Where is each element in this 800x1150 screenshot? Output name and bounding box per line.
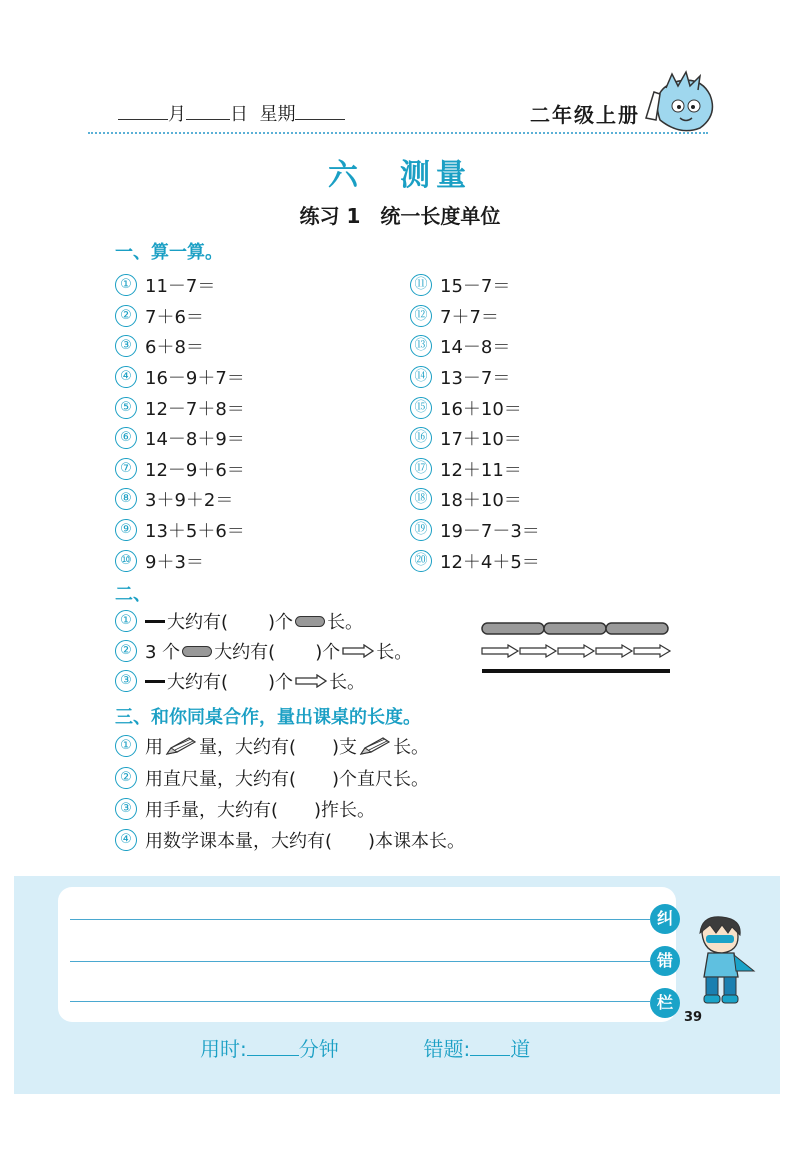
q-text: 大约有( [167, 672, 229, 693]
writing-line[interactable] [70, 961, 650, 962]
section3-heading: 三、和你同桌合作，量出课桌的长度。 [115, 707, 421, 728]
date-line [118, 100, 345, 126]
question-number: ⑧ [115, 488, 137, 510]
arrow-icon [295, 674, 327, 688]
q-text: 长。 [376, 642, 413, 663]
question-number: ⑬ [410, 335, 432, 357]
exercise-column-right [410, 270, 540, 576]
q-text: 大约有( [214, 642, 276, 663]
header-divider [88, 132, 708, 134]
question-number: ② [115, 767, 137, 789]
exercise-item [115, 545, 245, 576]
month-blank [118, 103, 168, 120]
pill-icon [295, 616, 325, 627]
question-number: ⑯ [410, 427, 432, 449]
question-number: ⑨ [115, 519, 137, 541]
exercise-item [115, 454, 245, 485]
q-text: 用直尺量，大约有( )个直尺长。 [145, 769, 430, 790]
question-number: ② [115, 305, 137, 327]
expression: 12－9＋6＝ [145, 459, 245, 481]
question-number: ④ [115, 366, 137, 388]
q-text: )支 [332, 737, 358, 758]
question-number: ⑦ [115, 458, 137, 480]
exercise-item [115, 301, 245, 332]
question-number: ③ [115, 335, 137, 357]
question-number: ③ [115, 670, 137, 692]
exercise-item [410, 515, 540, 546]
exercise-item [410, 301, 540, 332]
exercise-item [410, 392, 540, 423]
question-number: ④ [115, 829, 137, 851]
question-number: ⑭ [410, 366, 432, 388]
expression: 3＋9＋2＝ [145, 490, 234, 512]
page-number: 39 [684, 1010, 703, 1025]
expression: 18＋10＝ [440, 490, 522, 512]
expression: 17＋10＝ [440, 429, 522, 451]
pencil-icon [165, 736, 197, 756]
exercise-item [410, 362, 540, 393]
expression: 9＋3＝ [145, 551, 204, 573]
exercise-item [410, 270, 540, 301]
expression: 7＋6＝ [145, 306, 204, 328]
q-text: 长。 [393, 737, 430, 758]
expression: 13－7＝ [440, 368, 511, 390]
exercise-item [115, 362, 245, 393]
expression: 15－7＝ [440, 276, 511, 298]
q-text: )个 [268, 612, 294, 633]
grade-label: 二年级上册 [530, 103, 640, 127]
q-text: 长。 [327, 612, 364, 633]
footer-stats [200, 1033, 530, 1062]
exercise-item [410, 423, 540, 454]
q-text: 3 个 [145, 642, 181, 663]
s2-question-1 [115, 608, 363, 634]
chapter-title: 六 测量 [328, 158, 472, 193]
expression: 19－7－3＝ [440, 521, 540, 543]
question-number: ① [115, 610, 137, 632]
question-number: ③ [115, 798, 137, 820]
pill-icon [182, 646, 212, 657]
exercise-item [115, 423, 245, 454]
q-text: )个 [268, 672, 294, 693]
question-number: ⑥ [115, 427, 137, 449]
day-label: 日 [230, 104, 248, 125]
s2-question-2 [115, 638, 412, 664]
exercise-item [115, 484, 245, 515]
exercise-item [115, 515, 245, 546]
side-label-2: 错 [650, 946, 680, 976]
question-number: ① [115, 735, 137, 757]
error-blank[interactable] [470, 1039, 510, 1056]
question-number: ⑫ [410, 305, 432, 327]
measure-illustration [480, 620, 672, 680]
q-text: )个 [315, 642, 341, 663]
exercise-item [410, 331, 540, 362]
exercise-item [115, 331, 245, 362]
q-text: 用 [145, 737, 163, 758]
side-label-3: 栏 [650, 988, 680, 1018]
question-number: ⑳ [410, 550, 432, 572]
error-label: 错题: [423, 1037, 471, 1061]
writing-line[interactable] [70, 919, 650, 920]
pill-row [482, 623, 668, 634]
question-number: ⑮ [410, 397, 432, 419]
q-text: 大约有( [167, 612, 229, 633]
question-number: ⑤ [115, 397, 137, 419]
exercise-item [410, 484, 540, 515]
weekday-blank [295, 103, 345, 120]
short-bar-icon [145, 620, 165, 623]
error-unit: 道 [510, 1037, 531, 1061]
s3-question-2 [115, 765, 429, 791]
expression: 11－7＝ [145, 276, 216, 298]
s3-question-3 [115, 796, 375, 822]
month-label: 月 [168, 104, 186, 125]
expression: 12＋11＝ [440, 459, 522, 481]
mascot-icon [640, 70, 720, 144]
expression: 16－9＋7＝ [145, 368, 245, 390]
section1-heading: 一、算一算。 [115, 242, 223, 263]
arrow-icon [342, 644, 374, 658]
expression: 6＋8＝ [145, 337, 204, 359]
side-label-1: 纠 [650, 904, 680, 934]
lesson-title: 练习 1 统一长度单位 [299, 204, 501, 228]
q-text: 量，大约有( [199, 737, 297, 758]
time-unit: 分钟 [298, 1037, 339, 1061]
q-text: 长。 [329, 672, 366, 693]
expression: 12－7＋8＝ [145, 398, 245, 420]
long-bar [482, 669, 670, 673]
time-blank[interactable] [247, 1039, 299, 1056]
question-number: ⑲ [410, 519, 432, 541]
exercise-item [115, 270, 245, 301]
writing-line[interactable] [70, 1001, 650, 1002]
expression: 16＋10＝ [440, 398, 522, 420]
day-blank [186, 103, 230, 120]
short-bar-icon [145, 680, 165, 683]
weekday-label: 星期 [259, 104, 296, 125]
exercise-item [410, 454, 540, 485]
exercise-item [115, 392, 245, 423]
expression: 7＋7＝ [440, 306, 499, 328]
section2-heading: 二、 [115, 584, 151, 605]
s3-question-1 [115, 733, 429, 759]
arrow-row [482, 645, 670, 657]
q-text: 用数学课本量，大约有( )本课本长。 [145, 831, 466, 852]
question-number: ⑱ [410, 488, 432, 510]
exercise-item [410, 545, 540, 576]
question-number: ⑰ [410, 458, 432, 480]
question-number: ② [115, 640, 137, 662]
time-label: 用时: [200, 1037, 247, 1061]
question-number: ① [115, 274, 137, 296]
expression: 14－8＝ [440, 337, 511, 359]
q-text: 用手量，大约有( )拃长。 [145, 800, 376, 821]
pencil-icon [359, 736, 391, 756]
s2-question-3 [115, 668, 365, 694]
question-number: ⑪ [410, 274, 432, 296]
s3-question-4 [115, 827, 465, 853]
question-number: ⑩ [115, 550, 137, 572]
expression: 14－8＋9＝ [145, 429, 245, 451]
expression: 12＋4＋5＝ [440, 551, 540, 573]
mascot-superhero-icon [688, 915, 758, 1005]
exercise-column-left [115, 270, 245, 576]
expression: 13＋5＋6＝ [145, 521, 245, 543]
